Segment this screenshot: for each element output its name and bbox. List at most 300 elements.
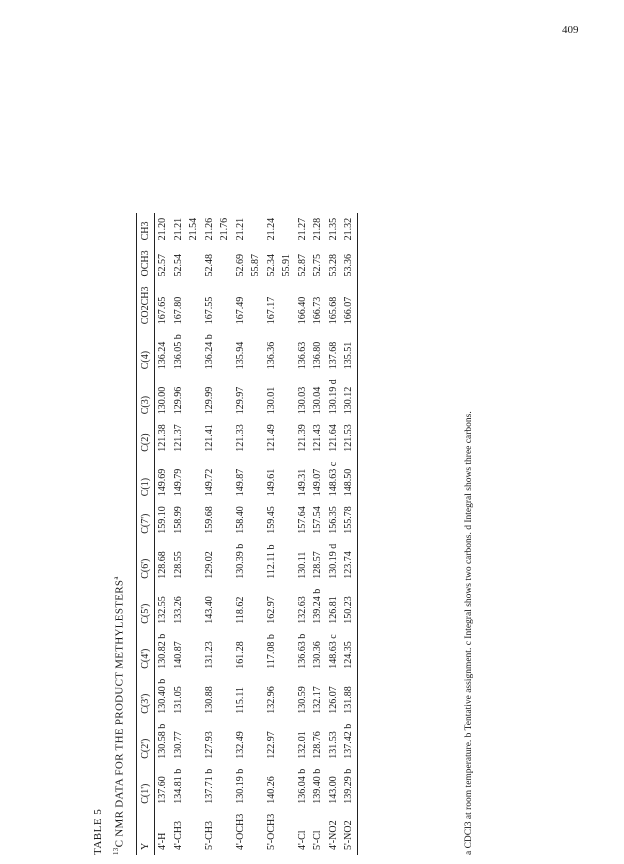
cell-value: 52.69	[234, 254, 246, 277]
shift-cell	[310, 501, 326, 539]
shift-cell	[310, 584, 326, 629]
cell-value: 130.03	[296, 386, 308, 415]
cell-value: 126.81	[327, 596, 339, 624]
shift-cell	[202, 674, 233, 719]
cell-value: 129.99	[203, 386, 215, 415]
cell-value: 115.11	[234, 686, 246, 714]
table-row	[264, 213, 295, 855]
cell-value: 121.49	[265, 424, 277, 452]
shift-cell	[326, 374, 342, 419]
shift-cell	[233, 457, 264, 501]
cell-value: 132.55	[157, 596, 168, 624]
cell-value: 136.63 b	[296, 633, 308, 669]
column-header: C(7')	[140, 513, 151, 534]
shift-cell	[295, 419, 311, 457]
table-title-text: C NMR DATA FOR THE PRODUCT METHYLESTERS	[113, 579, 126, 848]
shift-cell	[155, 539, 171, 584]
shift-cell	[295, 374, 311, 419]
cell-value: 53.28	[327, 254, 339, 277]
cell-value: 132.01	[296, 731, 308, 759]
cell-value: 136.24 b	[203, 334, 215, 370]
shift-cell	[171, 719, 202, 764]
cell-value: 4'-CH3	[172, 820, 184, 850]
shift-cell	[233, 674, 264, 719]
cell-value: 112.11 b	[265, 544, 277, 579]
cell-value: 130.40 b	[157, 678, 168, 714]
cell-value: 149.07	[312, 468, 323, 497]
cell-value: 132.17	[312, 686, 323, 714]
shift-cell	[295, 245, 311, 281]
cell-value: 157.64	[296, 506, 308, 534]
cell-value: 137.68	[327, 341, 339, 370]
cell-value: 130.82 b	[157, 633, 168, 669]
table-row	[341, 213, 357, 855]
cell-value: 140.87	[172, 641, 184, 669]
cell-value: 123.74	[343, 551, 354, 579]
cell-value: 5'-Cl	[312, 830, 323, 850]
substituent-cell	[264, 809, 295, 855]
shift-cell	[171, 539, 202, 584]
nmr-data-table	[136, 213, 358, 855]
cell-value: 121.38	[157, 424, 168, 452]
column-header: C(6')	[140, 558, 151, 579]
column-header: CO2CH3	[140, 286, 151, 325]
shift-cell	[155, 213, 171, 246]
shift-cell	[171, 329, 202, 374]
cell-value: 132.96	[265, 686, 277, 714]
shift-cell	[155, 457, 171, 501]
cell-value: 130.04	[312, 386, 323, 415]
cell-value: 21.21	[234, 217, 246, 241]
shift-cell	[326, 719, 342, 764]
shift-cell	[155, 629, 171, 674]
cell-value: 137.60	[157, 776, 168, 804]
shift-cell	[233, 629, 264, 674]
shift-cell	[295, 674, 311, 719]
cell-value: 131.05	[172, 686, 184, 714]
shift-cell	[171, 282, 202, 330]
cell-value: 136.63	[296, 341, 308, 370]
shift-cell	[326, 674, 342, 719]
shift-cell	[264, 374, 295, 419]
cell-value: 130.39 b	[234, 543, 246, 579]
shift-cell	[326, 539, 342, 584]
cell-value: 135.94	[234, 341, 246, 370]
cell-value: 129.97	[234, 386, 246, 415]
shift-cell	[155, 245, 171, 281]
cell-value: 149.72	[203, 468, 215, 497]
cell-value: 132.63	[296, 596, 308, 624]
table-row	[310, 213, 326, 855]
shift-cell	[341, 629, 357, 674]
cell-value: 4'-NO2	[327, 820, 339, 850]
cell-value: 165.68	[327, 296, 339, 325]
cell-value: 143.00	[327, 776, 339, 804]
shift-cell	[155, 764, 171, 809]
cell-value: 132.49	[234, 731, 246, 759]
shift-cell	[202, 245, 233, 281]
table-label: TABLE 5	[92, 808, 104, 855]
cell-value: 149.79	[172, 468, 184, 497]
cell-value: 5'-OCH3	[265, 813, 277, 850]
shift-cell	[264, 629, 295, 674]
shift-cell	[341, 282, 357, 330]
substituent-cell	[202, 809, 233, 855]
cell-value: 4'-OCH3	[234, 813, 246, 850]
cell-value: 130.19 d	[327, 543, 339, 579]
table-row	[171, 213, 202, 855]
shift-cell	[341, 457, 357, 501]
cell-value: 117.08 b	[265, 634, 277, 669]
shift-cell	[155, 419, 171, 457]
shift-cell	[341, 764, 357, 809]
shift-cell	[310, 674, 326, 719]
shift-cell	[310, 764, 326, 809]
cell-value: 21.54	[188, 217, 199, 241]
header-row	[137, 213, 155, 855]
cell-value: 121.33	[234, 424, 246, 452]
cell-value: 52.57	[157, 254, 168, 277]
shift-cell	[171, 245, 202, 281]
shift-cell	[295, 764, 311, 809]
cell-value: 128.57	[312, 551, 323, 579]
cell-value: 128.76	[312, 731, 323, 759]
cell-value: 129.96	[172, 386, 184, 415]
shift-cell	[341, 719, 357, 764]
shift-cell	[295, 719, 311, 764]
cell-value: 21.27	[296, 217, 308, 241]
shift-cell	[171, 213, 202, 246]
cell-value: 130.59	[296, 686, 308, 714]
shift-cell	[171, 419, 202, 457]
shift-cell	[202, 539, 233, 584]
cell-value: 167.55	[203, 296, 215, 325]
shift-cell	[326, 501, 342, 539]
shift-cell	[341, 329, 357, 374]
shift-cell	[326, 245, 342, 281]
shift-cell	[264, 674, 295, 719]
shift-cell	[264, 584, 295, 629]
cell-value: 21.20	[157, 217, 168, 241]
shift-cell	[202, 719, 233, 764]
cell-value: 148.50	[343, 468, 354, 497]
table-row	[155, 213, 171, 855]
cell-value: 139.24 b	[312, 588, 323, 624]
substituent-cell	[171, 809, 202, 855]
cell-value: 130.19 d	[327, 379, 339, 415]
shift-cell	[233, 245, 264, 281]
substituent-cell	[155, 809, 171, 855]
cell-value: 149.31	[296, 468, 308, 497]
shift-cell	[310, 629, 326, 674]
cell-value: 21.21	[172, 217, 184, 241]
cell-value: 140.26	[265, 776, 277, 804]
shift-cell	[310, 719, 326, 764]
shift-cell	[310, 374, 326, 419]
cell-value: 122.97	[265, 731, 277, 759]
cell-value: 143.40	[203, 596, 215, 624]
shift-cell	[233, 374, 264, 419]
shift-cell	[202, 419, 233, 457]
shift-cell	[233, 584, 264, 629]
cell-value: 136.36	[265, 341, 277, 370]
column-header: C(3)	[140, 395, 151, 415]
shift-cell	[264, 329, 295, 374]
shift-cell	[310, 329, 326, 374]
cell-value: 148.63 c	[327, 634, 339, 669]
shift-cell	[295, 329, 311, 374]
shift-cell	[264, 419, 295, 457]
shift-cell	[202, 501, 233, 539]
shift-cell	[171, 629, 202, 674]
shift-cell	[341, 419, 357, 457]
cell-value: 21.26	[203, 217, 215, 241]
substituent-cell	[233, 809, 264, 855]
shift-cell	[264, 457, 295, 501]
cell-value: 52.34	[265, 254, 277, 277]
table-title	[112, 576, 126, 855]
shift-cell	[341, 245, 357, 281]
shift-cell	[171, 584, 202, 629]
shift-cell	[233, 719, 264, 764]
cell-value: 133.26	[172, 596, 184, 624]
shift-cell	[264, 764, 295, 809]
cell-value: 158.99	[172, 506, 184, 534]
cell-value: 21.24	[265, 217, 277, 241]
cell-value: 21.32	[343, 217, 354, 241]
cell-value: 136.05 b	[172, 334, 184, 370]
cell-value: 130.01	[265, 386, 277, 415]
cell-value: 134.81 b	[172, 768, 184, 804]
shift-cell	[341, 374, 357, 419]
cell-value: 130.58 b	[157, 723, 168, 759]
rotated-table-block	[92, 45, 512, 855]
cell-value: 130.36	[312, 641, 323, 669]
cell-value: 159.10	[157, 506, 168, 534]
cell-value: 131.23	[203, 641, 215, 669]
cell-value: 136.24	[157, 341, 168, 370]
shift-cell	[341, 584, 357, 629]
shift-cell	[310, 419, 326, 457]
table-row	[326, 213, 342, 855]
shift-cell	[233, 213, 264, 246]
cell-value: 166.73	[312, 296, 323, 325]
substituent-cell	[341, 809, 357, 855]
shift-cell	[202, 374, 233, 419]
cell-value: 150.23	[343, 596, 354, 624]
cell-value: 121.41	[203, 424, 215, 452]
shift-cell	[171, 374, 202, 419]
column-header: C(1)	[140, 477, 151, 497]
cell-value: 4'-Cl	[296, 830, 308, 850]
shift-cell	[341, 539, 357, 584]
shift-cell	[233, 282, 264, 330]
column-header: C(3')	[140, 693, 151, 714]
shift-cell	[155, 584, 171, 629]
column-header: OCH3	[140, 250, 151, 277]
shift-cell	[341, 501, 357, 539]
cell-value: 52.75	[312, 254, 323, 277]
cell-value: 124.35	[343, 641, 354, 669]
cell-value: 52.54	[172, 254, 184, 277]
shift-cell	[295, 584, 311, 629]
cell-value: 149.87	[234, 468, 246, 497]
cell-value: 159.45	[265, 506, 277, 534]
shift-cell	[295, 213, 311, 246]
shift-cell	[341, 213, 357, 246]
column-header: CH3	[140, 221, 151, 241]
cell-value: 161.28	[234, 641, 246, 669]
column-header: C(2)	[140, 433, 151, 452]
cell-value: 131.53	[327, 731, 339, 759]
cell-value: 5'-CH3	[203, 820, 215, 850]
shift-cell	[295, 539, 311, 584]
cell-value: 149.69	[157, 468, 168, 497]
cell-value: 21.76	[219, 217, 230, 241]
shift-cell	[155, 719, 171, 764]
cell-value: 127.93	[203, 731, 215, 759]
cell-value: 158.40	[234, 506, 246, 534]
shift-cell	[326, 764, 342, 809]
shift-cell	[326, 629, 342, 674]
cell-value: 118.62	[234, 596, 246, 624]
shift-cell	[233, 501, 264, 539]
cell-value: 136.80	[312, 341, 323, 370]
cell-value: 121.43	[312, 424, 323, 452]
shift-cell	[326, 419, 342, 457]
page-number: 409	[562, 24, 579, 36]
cell-value: 130.77	[172, 731, 184, 759]
shift-cell	[310, 457, 326, 501]
shift-cell	[310, 282, 326, 330]
shift-cell	[341, 674, 357, 719]
cell-value: 148.63 c	[327, 461, 339, 497]
cell-value: 121.64	[327, 424, 339, 452]
cell-value: 167.80	[172, 296, 184, 325]
cell-value: 139.29 b	[343, 768, 354, 804]
title-footnote-mark: a	[112, 576, 120, 580]
cell-value: 129.02	[203, 551, 215, 579]
column-header: C(5')	[140, 603, 151, 624]
cell-value: 130.19 b	[234, 768, 246, 804]
table-footnote: a CDCl3 at room temperature. b Tentative assignment. c Integral shows two carbons. d Integral shows three carbons.	[464, 411, 474, 855]
shift-cell	[202, 329, 233, 374]
cell-value: 52.87	[296, 254, 308, 277]
table-row	[202, 213, 233, 855]
shift-cell	[326, 213, 342, 246]
cell-value: 121.37	[172, 424, 184, 452]
cell-value: 167.49	[234, 296, 246, 325]
shift-cell	[264, 539, 295, 584]
shift-cell	[233, 419, 264, 457]
column-header: C(4')	[140, 648, 151, 669]
table-row	[295, 213, 311, 855]
cell-value: 156.35	[327, 506, 339, 534]
shift-cell	[202, 764, 233, 809]
shift-cell	[310, 245, 326, 281]
shift-cell	[295, 629, 311, 674]
shift-cell	[264, 501, 295, 539]
cell-value: 136.04 b	[296, 768, 308, 804]
shift-cell	[155, 501, 171, 539]
shift-cell	[264, 282, 295, 330]
shift-cell	[155, 329, 171, 374]
cell-value: 4'-H	[157, 832, 168, 850]
shift-cell	[202, 629, 233, 674]
shift-cell	[326, 329, 342, 374]
cell-value: 55.91	[281, 254, 292, 277]
shift-cell	[326, 282, 342, 330]
cell-value: 139.40 b	[312, 768, 323, 804]
cell-value: 126.07	[327, 686, 339, 714]
cell-value: 131.88	[343, 686, 354, 714]
shift-cell	[310, 213, 326, 246]
cell-value: 149.61	[265, 468, 277, 497]
shift-cell	[233, 329, 264, 374]
shift-cell	[326, 457, 342, 501]
column-header: C(4)	[140, 350, 151, 370]
cell-value: 128.55	[172, 551, 184, 579]
cell-value: 128.68	[157, 551, 168, 579]
shift-cell	[310, 539, 326, 584]
cell-value: 167.17	[265, 296, 277, 325]
cell-value: 157.54	[312, 506, 323, 534]
table-header	[137, 213, 155, 855]
cell-value: 5'-NO2	[343, 820, 354, 850]
cell-value: 166.07	[343, 296, 354, 325]
cell-value: 137.71 b	[203, 768, 215, 804]
shift-cell	[155, 674, 171, 719]
shift-cell	[264, 213, 295, 246]
cell-value: 130.88	[203, 686, 215, 714]
shift-cell	[155, 282, 171, 330]
cell-value: 130.12	[343, 386, 354, 415]
cell-value: 137.42 b	[343, 723, 354, 759]
table-row	[233, 213, 264, 855]
column-header: Y	[140, 842, 151, 850]
cell-value: 121.53	[343, 424, 354, 452]
shift-cell	[264, 719, 295, 764]
cell-value: 121.39	[296, 424, 308, 452]
cell-value: 135.51	[343, 341, 354, 370]
shift-cell	[171, 501, 202, 539]
shift-cell	[202, 213, 233, 246]
shift-cell	[202, 584, 233, 629]
shift-cell	[295, 282, 311, 330]
column-header: C(2')	[140, 738, 151, 759]
shift-cell	[155, 374, 171, 419]
cell-value: 130.00	[157, 386, 168, 415]
cell-value: 55.87	[250, 254, 261, 277]
column-header: C(1')	[140, 783, 151, 804]
table-body	[155, 213, 358, 855]
cell-value: 155.78	[343, 506, 354, 534]
cell-value: 21.28	[312, 217, 323, 241]
cell-value: 167.65	[157, 296, 168, 325]
shift-cell	[264, 245, 295, 281]
shift-cell	[233, 539, 264, 584]
shift-cell	[171, 457, 202, 501]
cell-value: 53.36	[343, 254, 354, 277]
substituent-cell	[295, 809, 311, 855]
cell-value: 52.48	[203, 254, 215, 277]
cell-value: 159.68	[203, 506, 215, 534]
cell-value: 130.11	[296, 551, 308, 579]
substituent-cell	[326, 809, 342, 855]
shift-cell	[171, 764, 202, 809]
shift-cell	[295, 457, 311, 501]
shift-cell	[295, 501, 311, 539]
